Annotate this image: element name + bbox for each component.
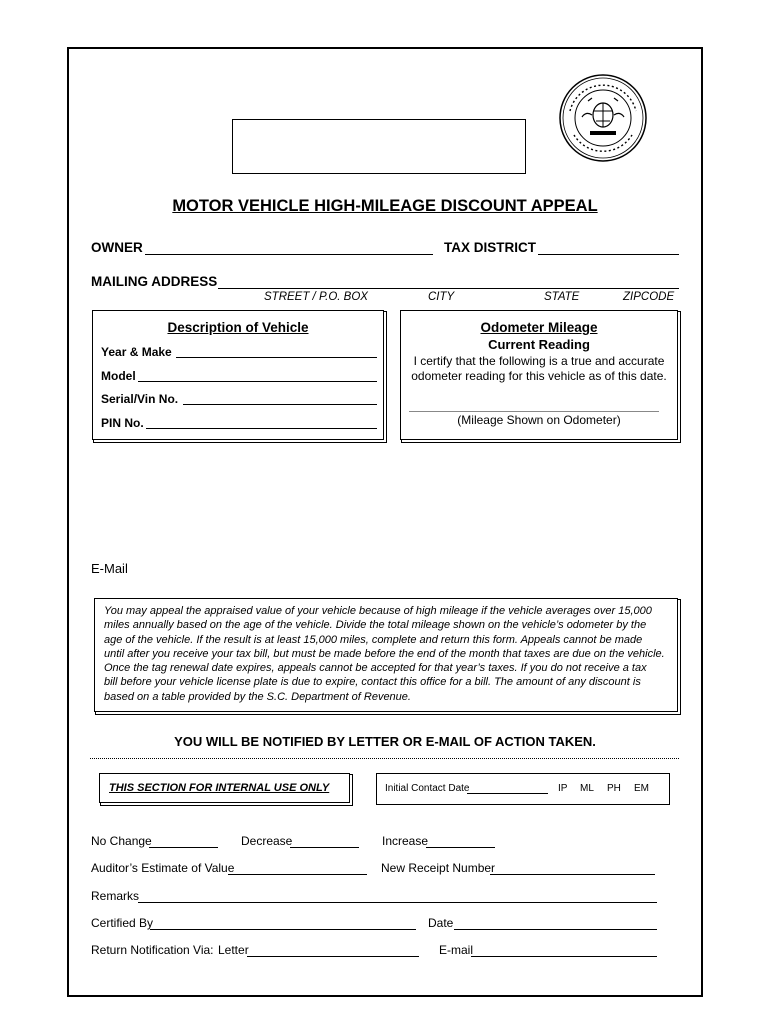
notice-text [104, 604, 676, 704]
new-receipt-label: New Receipt Number [381, 861, 496, 875]
year-make-label: Year & Make [101, 345, 172, 359]
odometer-certify-line-1: I certify that the following is a true and accurate [413, 354, 665, 368]
tax-district-field[interactable] [538, 254, 679, 255]
street-label: STREET / P.O. BOX [264, 291, 368, 303]
owner-label: OWNER [91, 240, 143, 255]
odometer-heading: Odometer Mileage [480, 320, 598, 335]
remarks-field[interactable] [138, 902, 657, 903]
county-seal [558, 73, 648, 163]
mailing-address-field[interactable] [218, 288, 679, 289]
initial-contact-date-label: Initial Contact Date [385, 783, 470, 794]
code-ph: PH [607, 783, 621, 794]
pin-label: PIN No. [101, 416, 144, 430]
model-field[interactable] [138, 381, 377, 382]
notice-line: until after you receive your tax bill, but must be made before the end of the month that taxes are due on the vehicle. [104, 647, 665, 660]
seal-center-emblem [582, 98, 624, 135]
auditors-estimate-label: Auditor’s Estimate of Value [91, 861, 235, 875]
tax-district-label: TAX DISTRICT [444, 240, 536, 255]
certified-by-label: Certified By [91, 916, 154, 930]
mileage-field[interactable] [409, 411, 659, 412]
mailing-address-label: MAILING ADDRESS [91, 274, 218, 289]
initial-contact-date-field[interactable] [467, 793, 548, 794]
serial-vin-label: Serial/Vin No. [101, 392, 179, 406]
form-title: MOTOR VEHICLE HIGH-MILEAGE DISCOUNT APPEAL [172, 197, 598, 215]
increase-field[interactable] [426, 847, 495, 848]
notice-line: Once the tag renewal date expires, appeals cannot be accepted for that year’s taxes. If you do not receive a tax [104, 662, 647, 675]
letter-label: Letter [218, 943, 249, 957]
no-change-label: No Change [91, 834, 152, 848]
return-notification-label: Return Notification Via: [91, 943, 214, 957]
increase-label: Increase [382, 834, 429, 848]
code-em: EM [634, 783, 649, 794]
year-make-field[interactable] [176, 357, 377, 358]
page-border [67, 47, 703, 997]
remarks-label: Remarks [91, 889, 140, 903]
email-label: E-Mail [91, 561, 128, 576]
owner-field[interactable] [145, 254, 433, 255]
pin-field[interactable] [146, 428, 377, 429]
new-receipt-field[interactable] [490, 874, 655, 875]
auditors-estimate-field[interactable] [228, 874, 367, 875]
odometer-subheading: Current Reading [488, 337, 590, 352]
date-label: Date [428, 916, 454, 930]
notice-line: You may appeal the appraised value of your vehicle because of high mileage if the vehicle averages over 15,000 [104, 605, 652, 617]
letter-field[interactable] [247, 956, 419, 957]
state-label: STATE [544, 291, 580, 303]
internal-use-label: THIS SECTION FOR INTERNAL USE ONLY [109, 782, 330, 794]
odometer-certify-line-2: odometer reading for this vehicle as of this date. [411, 369, 667, 383]
notice-line: age of the vehicle. If the result is at least 15,000 miles, complete and return this form. Appeals cannot be made [104, 633, 643, 646]
model-label: Model [101, 369, 136, 383]
notice-line: based on a table provided by the S.C. Department of Revenue. [104, 690, 411, 703]
vehicle-description-heading: Description of Vehicle [167, 320, 309, 335]
decrease-label: Decrease [241, 834, 293, 848]
decrease-field[interactable] [290, 847, 359, 848]
mileage-caption: (Mileage Shown on Odometer) [457, 413, 621, 427]
dotted-divider [90, 758, 679, 759]
zipcode-label: ZIPCODE [623, 291, 675, 303]
notice-line: miles annually based on the age of the vehicle. Divide the total mileage shown on the vehicle’s odometer by the [104, 619, 647, 632]
city-label: CITY [428, 291, 455, 303]
email-return-field[interactable] [471, 956, 657, 957]
date-field[interactable] [454, 929, 657, 930]
serial-vin-field[interactable] [183, 404, 377, 405]
code-ip: IP [558, 783, 568, 794]
office-stamp-box [232, 119, 526, 174]
certified-by-field[interactable] [150, 929, 416, 930]
email-return-label: E-mail [439, 943, 474, 957]
notice-line: bill before your vehicle license plate is due to expire, contact this office for a bill. The amount of any discount is [104, 676, 641, 689]
notification-notice: YOU WILL BE NOTIFIED BY LETTER OR E-MAIL OF ACTION TAKEN. [174, 734, 596, 749]
code-ml: ML [580, 783, 594, 794]
no-change-field[interactable] [149, 847, 218, 848]
